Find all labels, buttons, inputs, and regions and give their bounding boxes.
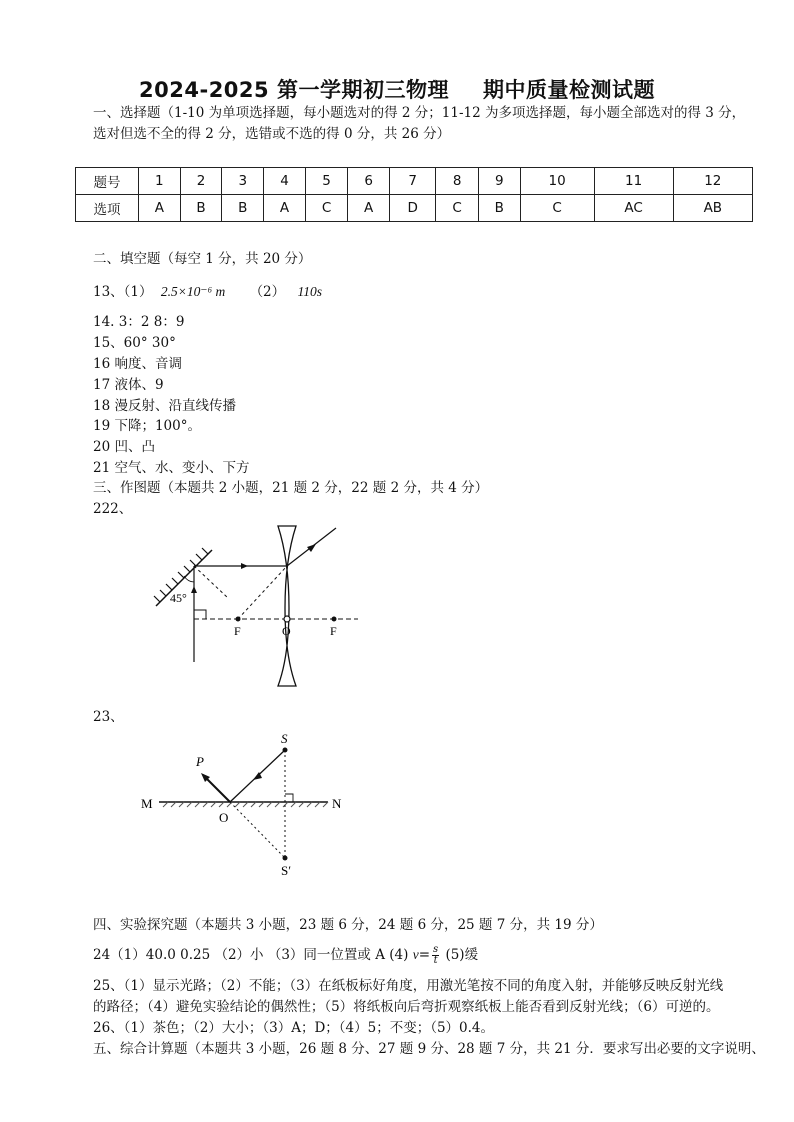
q24-numerator: s — [433, 944, 439, 955]
table-cell: 9 — [478, 168, 520, 195]
answer-table-row-answers — [76, 195, 753, 222]
q25-line1: 25、（1）显示光路；（2）不能；（3）在纸板标好角度，用激光笔按不同的角度入射，并能够反映反射光线 — [93, 978, 724, 994]
answer-line-15: 15、60° 30° — [93, 335, 176, 351]
label-o: O — [219, 810, 229, 825]
q24-tail: (5)缓 — [441, 947, 479, 963]
point-s-image — [283, 856, 288, 861]
optical-center — [284, 616, 290, 622]
table-cell: AB — [673, 195, 752, 222]
answer-table — [75, 167, 753, 222]
answer-line-14: 14. 3：2 8：9 — [93, 314, 185, 330]
q13-mid: （2） — [249, 284, 286, 300]
table-cell: 10 — [520, 168, 594, 195]
q24-v: v — [412, 947, 419, 962]
answer-line-20: 20 凹、凸 — [93, 439, 155, 455]
q24-text: 24（1）40.0 0.25 （2）小 （3）同一位置或 A (4) — [93, 947, 409, 963]
table-cell: 6 — [348, 168, 390, 195]
label-n: N — [332, 796, 342, 811]
table-cell: B — [222, 195, 264, 222]
label-s-image: S′ — [281, 863, 292, 878]
q26-line: 26、（1）茶色；（2）大小；（3）A；D；（4）5；不变；（5）0.4。 — [93, 1020, 495, 1036]
table-cell: A — [348, 195, 390, 222]
refracted-arrow-icon — [307, 544, 316, 552]
q13-line — [93, 281, 322, 303]
center-label: O — [282, 624, 291, 638]
q24-fraction — [432, 945, 439, 966]
point-s — [283, 748, 288, 753]
answer-line-18: 18 漫反射、沿直线传播 — [93, 398, 236, 414]
table-cell: C — [305, 195, 347, 222]
answer-line-17: 17 液体、9 — [93, 377, 164, 393]
title-part2: 期中质量检测试题 — [482, 78, 655, 102]
table-cell: 5 — [305, 168, 347, 195]
section1-line2: 选对但选不全的得 2 分，选错或不选的得 0 分，共 26 分） — [93, 126, 451, 142]
normal-line — [194, 566, 228, 598]
table-cell: 4 — [264, 168, 306, 195]
section2-heading: 二、填空题（每空 1 分，共 20 分） — [93, 251, 312, 267]
figure-22-lens-diagram — [140, 520, 380, 695]
figure-23-reflection-diagram — [135, 728, 355, 883]
concave-lens — [278, 526, 296, 686]
focus-point-right — [332, 617, 337, 622]
section3-heading: 三、作图题（本题共 2 小题，21 题 2 分，22 题 2 分，共 4 分） — [93, 480, 489, 496]
answer-line-21: 21 空气、水、变小、下方 — [93, 460, 250, 476]
table-cell: 1 — [139, 168, 181, 195]
incident-arrow-icon — [191, 586, 197, 593]
row-label-answer: 选项 — [76, 195, 139, 222]
label-p: P — [196, 754, 204, 769]
row-label-number: 题号 — [76, 168, 139, 195]
answer-line-19: 19 下降；100°。 — [93, 418, 201, 434]
table-cell: 2 — [180, 168, 222, 195]
section4-heading: 四、实验探究题（本题共 3 小题，23 题 6 分，24 题 6 分，25 题 7 分，共 19 分） — [93, 917, 603, 933]
q22-label: 222、 — [93, 501, 133, 517]
focus-point-left — [236, 617, 241, 622]
table-cell: 3 — [222, 168, 264, 195]
section1-line1: 一、选择题（1-10 为单项选择题，每小题选对的得 2 分；11-12 为多项选择题，每小题全部选对的得 3 分， — [93, 105, 746, 121]
table-cell: C — [520, 195, 594, 222]
table-cell: A — [139, 195, 181, 222]
right-angle-mark — [194, 610, 206, 619]
q24-eq: = — [418, 947, 431, 963]
angle-label: 45° — [170, 591, 187, 605]
table-cell: C — [436, 195, 478, 222]
table-cell: B — [180, 195, 222, 222]
q24-denominator: t — [433, 955, 438, 966]
table-cell: AC — [594, 195, 673, 222]
table-cell: 7 — [390, 168, 436, 195]
virtual-ray — [230, 802, 285, 858]
table-cell: 12 — [673, 168, 752, 195]
q13-prefix: 13、（1） — [93, 284, 153, 300]
mirror-hatching — [163, 802, 328, 807]
answer-table-row-numbers — [76, 168, 753, 195]
section5-heading: 五、综合计算题（本题共 3 小题，26 题 8 分、27 题 9 分、28 题 7 分，共 21 分．要求写出必要的文字说明、 — [93, 1041, 765, 1057]
answer-line-16: 16 响度、音调 — [93, 356, 182, 372]
label-m: M — [141, 796, 153, 811]
reflected-arrow-icon — [241, 563, 248, 569]
table-cell: B — [478, 195, 520, 222]
title-part1: 2024-2025 第一学期初三物理 — [139, 78, 449, 102]
table-cell: D — [390, 195, 436, 222]
q13-answer2: 110s — [297, 284, 322, 299]
q24-line — [93, 944, 478, 966]
q23-label: 23、 — [93, 709, 124, 725]
table-cell: A — [264, 195, 306, 222]
q25-line2: 的路径；（4）避免实验结论的偶然性；（5）将纸板向后弯折观察纸板上能否看到反射光线；（6）可逆的。 — [93, 999, 720, 1015]
q13-answer1: 2.5×10⁻⁶ m — [160, 284, 226, 299]
focus-label-right: F — [330, 624, 337, 638]
right-angle-mark — [285, 794, 293, 802]
virtual-ray-extension — [238, 566, 287, 619]
table-cell: 11 — [594, 168, 673, 195]
label-s: S — [281, 731, 288, 746]
focus-label-left: F — [234, 624, 241, 638]
table-cell: 8 — [436, 168, 478, 195]
page-title — [0, 74, 794, 104]
